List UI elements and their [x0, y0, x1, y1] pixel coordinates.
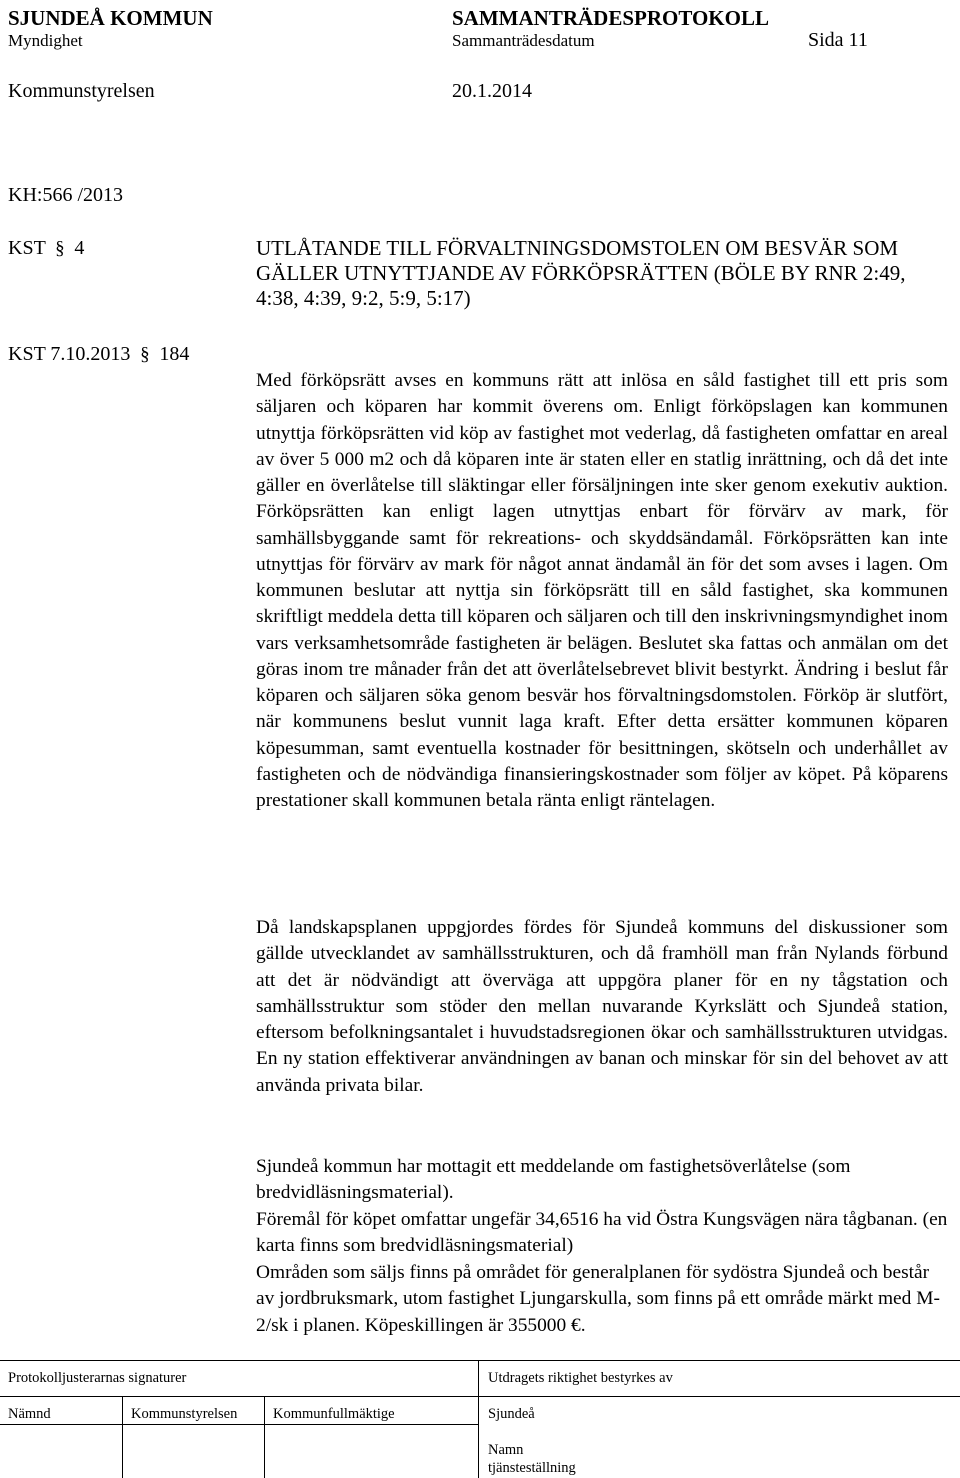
certify-place: Sjundeå	[488, 1406, 535, 1422]
footer-col-divider-main	[478, 1360, 479, 1478]
authority-label: Myndighet	[8, 31, 83, 50]
signature-col-council: Kommunfullmäktige	[273, 1406, 395, 1422]
document-type: SAMMANTRÄDESPROTOKOLL	[452, 6, 769, 30]
kst-dated-section-number: 184	[159, 343, 190, 365]
kst-label: KST	[8, 237, 46, 259]
footer-col-divider	[264, 1396, 265, 1478]
kst-section-number: 4	[74, 237, 85, 259]
certify-title-label: tjänsteställning	[488, 1460, 576, 1476]
body-paragraph-2: Då landskapsplanen uppgjordes fördes för Sjundeå kommuns del diskussioner som gällde utvecklandet av samhällsstrukturen, och då framhöll man från Nylands förbund att det är nödvändigt att överväga att uppgöra planer för en ny tågstation och samhällsstruktur som stöder den mellan nuvarande Kyrkslätt och Sjundeå station, eftersom befolkningsantalet i huvudstadsregionen ökar och samhällsstrukturen utvidgas. En ny station effektiverar användningen av banan och minskar för sin del behovet av att använda privata bilar.	[256, 917, 948, 1096]
certify-label: Utdragets riktighet bestyrkes av	[488, 1370, 673, 1386]
section-icon: §	[50, 238, 70, 259]
section-icon: §	[135, 344, 155, 365]
kst-dated-label: KST 7.10.2013	[8, 343, 131, 365]
signature-col-board: Kommunstyrelsen	[131, 1406, 238, 1422]
previous-reference-dated	[8, 342, 189, 367]
signatures-label: Protokolljusterarnas signaturer	[8, 1370, 187, 1386]
body-paragraph-3c: Områden som säljs finns på området för generalplanen för sydöstra Sjundeå och består av jordbruksmark, utom fastighet Ljungarskulla, som finns på ett område märkt med M-2/sk i planen. Köpeskillingen är 355000 €.	[256, 1262, 940, 1336]
org-name: SJUNDEÅ KOMMUN	[8, 6, 213, 30]
footer-row-divider-lower	[0, 1424, 478, 1425]
meeting-date: 20.1.2014	[452, 80, 532, 102]
meeting-date-label: Sammanträdesdatum	[452, 31, 595, 50]
footer-row-divider	[0, 1396, 478, 1397]
body-paragraph-3a: Sjundeå kommun har mottagit ett meddelande om fastighetsöverlåtelse (som bredvidläsningsmaterial).	[256, 1156, 851, 1204]
body-paragraph-1: Med förköpsrätt avses en kommuns rätt att inlösa en såld fastighet till ett pris som säljaren och köparen har kommit överens om. Enligt förköpslagen kan kommunen utnyttja förköpsrätten vid köp av fastighet mot vederlag, då fastigheten omfattar en areal av över 5 000 m2 och då köparen inte är staten eller en statlig inrättning, och då det inte gäller en överlåtelse till släktingar eller försäljningen inte sker genom exekutiv auktion. Förköpsrätten kan enligt lagen utnyttjas enbart för förvärv av mark, för samhällsbyggande samt för rekreations- och skyddsändamål. Förköpsrätten kan inte utnyttjas för förvärv av mark för något annat ändamål än för det som avses i lagen. Om kommunen beslutar att nyttja sin förköpsrätt till en såld fastighet, ska kommunen skriftligt meddela detta till köparen och säljaren och till den inskrivningsmyndighet inom vars verksamhetsområde fastigheten är belägen. Beslutet ska fattas och anmälan om det göras inom tre månader från det att överlåtelsebrevet blivit bestyrkt. Ändring i beslut får köparen och säljaren söka genom besvär hos förvaltningsdomstolen. Förköp är slutfört, när kommunens beslut vunnit laga kraft. Efter detta ersätter kommunen köparen köpesumman, samt eventuella kostnader för besittningen, skötseln och underhållet av fastigheten och de nödvändiga finansieringskostnader som följer av köpet. På köparens prestationer skall kommunen betala ränta enligt räntelagen.	[256, 370, 948, 811]
footer-divider	[0, 1360, 960, 1361]
previous-reference	[8, 236, 84, 261]
signature-col-committee: Nämnd	[8, 1406, 51, 1422]
case-reference: KH:566 /2013	[8, 184, 123, 206]
footer-row-divider-right	[478, 1396, 960, 1397]
certify-name-label: Namn	[488, 1442, 524, 1458]
page-number: Sida 11	[808, 29, 868, 51]
body-paragraph-3b: Föremål för köpet omfattar ungefär 34,6516 ha vid Östra Kungsvägen nära tågbanan. (en karta finns som bredvidläsningsmaterial)	[256, 1209, 948, 1257]
footer-col-divider	[122, 1396, 123, 1478]
case-title: UTLÅTANDE TILL FÖRVALTNINGSDOMSTOLEN OM BESVÄR SOM GÄLLER UTNYTTJANDE AV FÖRKÖPSRÄTTEN (BÖLE BY RNR 2:49, 4:38, 4:39, 9:2, 5:9, 5:17)	[256, 236, 906, 310]
authority-name: Kommunstyrelsen	[8, 80, 155, 102]
